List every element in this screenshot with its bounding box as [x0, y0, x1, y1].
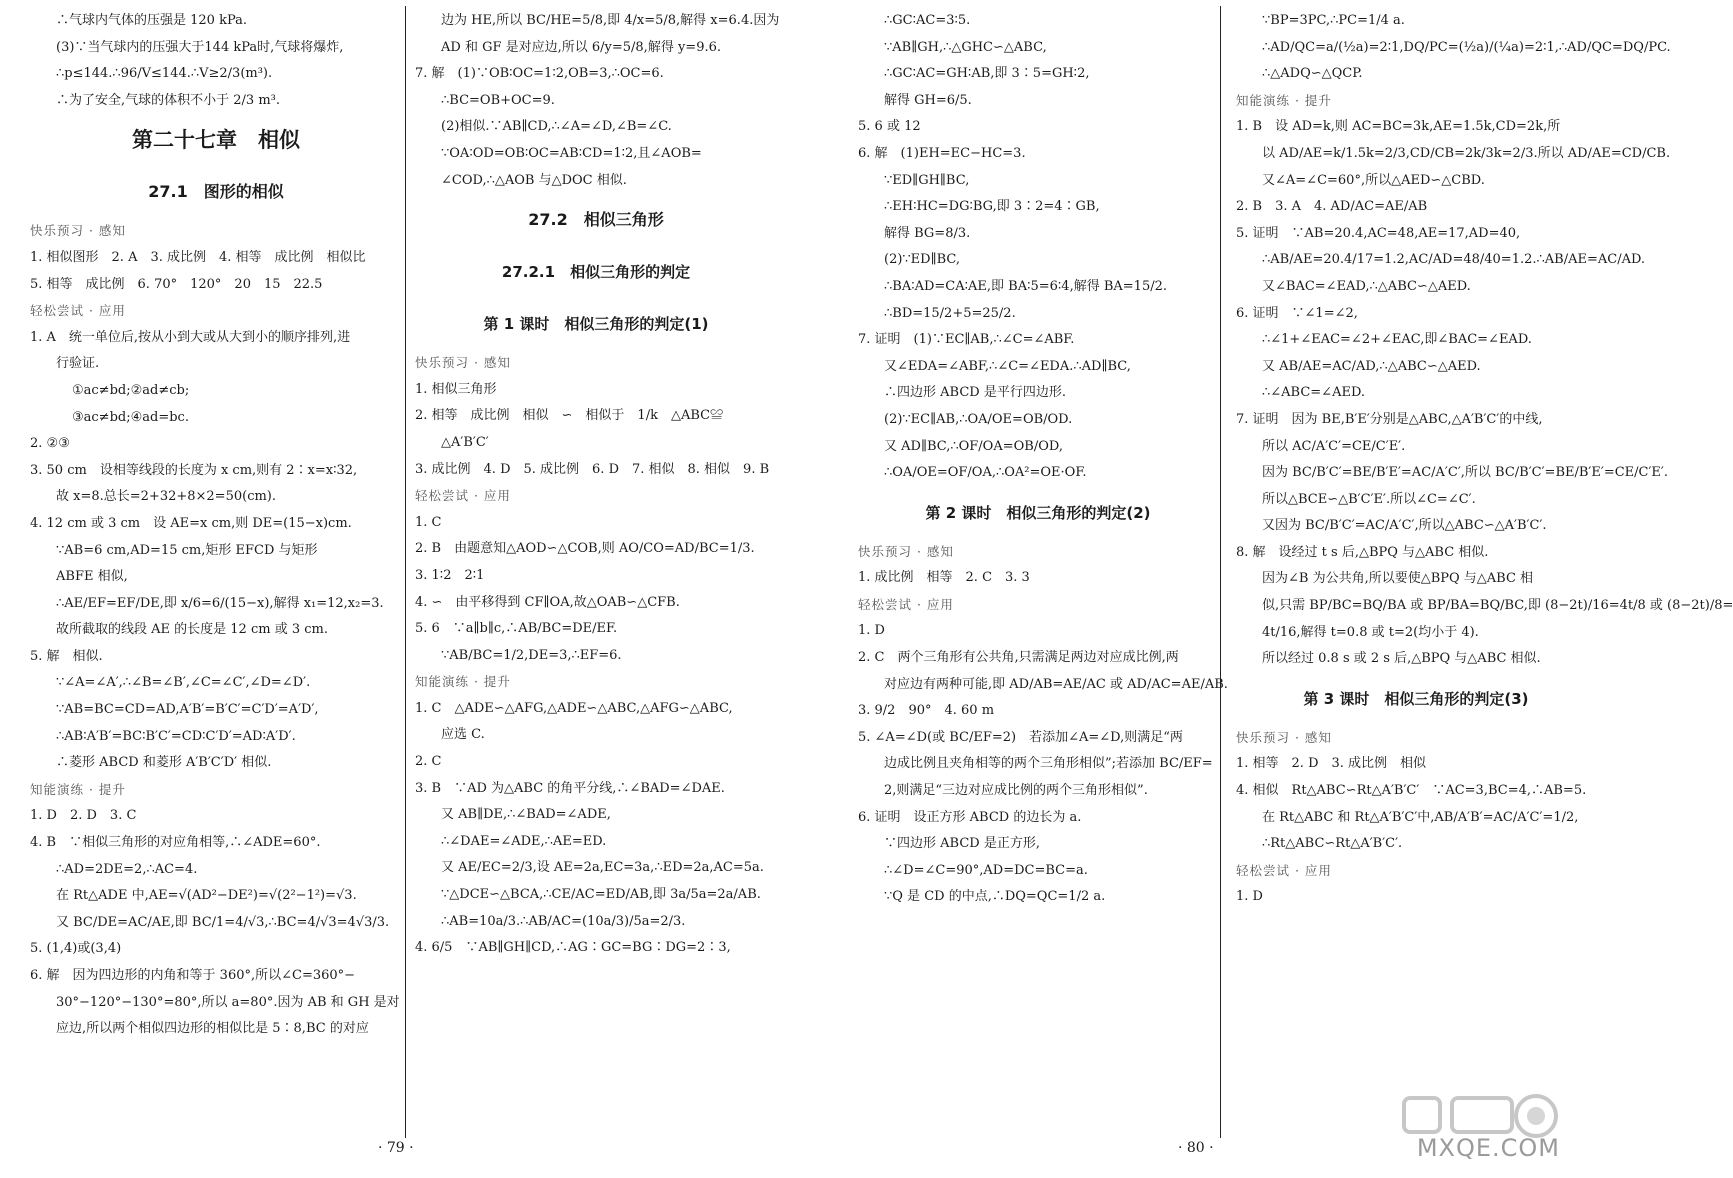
answer-line: 3. 成比例 4. D 5. 成比例 6. D 7. 相似 8. 相似 9. B	[415, 461, 770, 477]
answer-line: △A′B′C′	[441, 434, 489, 450]
answer-line: ∴AD/QC=a/(½a)=2∶1,DQ/PC=(½a)/(¼a)=2∶1,∴AD/QC=DQ/PC.	[1262, 39, 1671, 55]
answer-line: 4. ∽ 由平移得到 CF∥OA,故△OAB∽△CFB.	[415, 594, 680, 610]
answer-line: 因为∠B 为公共角,所以要使△BPQ 与△ABC 相	[1262, 571, 1534, 587]
answer-line: 1. A 统一单位后,按从小到大或从大到小的顺序排列,进	[30, 329, 351, 345]
answer-line: 5. 解 相似.	[30, 648, 103, 664]
answer-line: 1. D	[1236, 889, 1263, 905]
answer-line: 2. C	[415, 754, 442, 770]
answer-line: ∴∠D=∠C=90°,AD=DC=BC=a.	[884, 862, 1088, 878]
subsection-label: 知能演练 · 提升	[30, 781, 126, 797]
answer-line: ①ac≠bd;②ad≠cb;	[72, 382, 190, 398]
answer-line: 6. 解 (1)EH=EC−HC=3.	[858, 145, 1026, 161]
answer-line: 3. 1∶2 2∶1	[415, 567, 485, 583]
answer-line: ∴AD=2DE=2,∴AC=4.	[56, 861, 198, 877]
answer-line: 1. B 设 AD=k,则 AC=BC=3k,AE=1.5k,CD=2k,所	[1236, 119, 1561, 135]
answer-line: 在 Rt△ADE 中,AE=√(AD²−DE²)=√(2²−1²)=√3.	[56, 888, 357, 904]
answer-line: ∴AB/AE=20.4/17=1.2,AC/AD=48/40=1.2.∴AB/AE=AC/AD.	[1262, 252, 1646, 268]
answer-line: 又 AB/AE=AC/AD,∴△ABC∽△AED.	[1262, 358, 1481, 374]
answer-line: ∵△DCE∽△BCA,∴CE/AC=ED/AB,即 3a/5a=2a/AB.	[441, 887, 761, 903]
answer-line: 1. D	[858, 623, 885, 639]
answer-line: ∵∠A=∠A′,∴∠B=∠B′,∠C=∠C′,∠D=∠D′.	[56, 675, 311, 691]
subsection-label: 快乐预习 · 感知	[1236, 729, 1332, 745]
answer-line: 又 AE/EC=2/3,设 AE=2a,EC=3a,∴ED=2a,AC=5a.	[441, 860, 764, 876]
answer-line: ∴AE/EF=EF/DE,即 x/6=6/(15−x),解得 x₁=12,x₂=3.	[56, 595, 384, 611]
answer-line: 4. 6/5 ∵AB∥GH∥CD,∴AG∶GC=BG∶DG=2∶3,	[415, 940, 731, 956]
left-page	[0, 0, 800, 1178]
column-divider	[405, 6, 406, 1138]
answer-line: 1. C	[415, 514, 442, 530]
answer-line: 在 Rt△ABC 和 Rt△A′B′C′中,AB/A′B′=AC/A′C′=1/2,	[1262, 809, 1579, 825]
answer-line: 6. 证明 ∵∠1=∠2,	[1236, 305, 1358, 321]
answer-line: 4. B ∵相似三角形的对应角相等,∴∠ADE=60°.	[30, 835, 321, 851]
answer-line: 3. 50 cm 设相等线段的长度为 x cm,则有 2∶x=x∶32,	[30, 462, 358, 478]
answer-line: ∴∠ABC=∠AED.	[1262, 385, 1366, 401]
right-page-column-1	[858, 8, 1228, 911]
answer-line: 又 BC/DE=AC/AE,即 BC/1=4/√3,∴BC=4/√3=4√3/3.	[56, 914, 390, 930]
answer-line: ∴GC∶AC=GH∶AB,即 3∶5=GH∶2,	[884, 66, 1090, 82]
answer-line: ∵ED∥GH∥BC,	[884, 172, 970, 188]
answer-line: 1. 成比例 相等 2. C 3. 3	[858, 570, 1030, 586]
answer-line: 2. B 3. A 4. AD/AC=AE/AB	[1236, 199, 1428, 215]
left-page-column-2	[415, 8, 780, 962]
answer-line: 又∠BAC=∠EAD,∴△ABC∽△AED.	[1262, 278, 1471, 294]
answer-line: ∵AB=BC=CD=AD,A′B′=B′C′=C′D′=A′D′,	[56, 702, 319, 718]
answer-line: 似,只需 BP/BC=BQ/BA 或 BP/BA=BQ/BC,即 (8−2t)/16=4t/8 或 (8−2t)/8=	[1262, 598, 1733, 614]
watermark-text: MXQE.COM	[1416, 1134, 1560, 1162]
answer-line: 4. 12 cm 或 3 cm 设 AE=x cm,则 DE=(15−x)cm.	[30, 515, 352, 531]
answer-line: ∴∠1+∠EAC=∠2+∠EAC,即∠BAC=∠EAD.	[1262, 332, 1532, 348]
answer-line: ∴四边形 ABCD 是平行四边形.	[884, 385, 1066, 401]
answer-line: ∴气球内气体的压强是 120 kPa.	[56, 13, 248, 28]
subsection-label: 快乐预习 · 感知	[30, 223, 126, 239]
section-heading: 27.1 图形的相似	[148, 182, 284, 202]
subsection-label: 快乐预习 · 感知	[415, 355, 511, 371]
answer-line: 因为 BC/B′C′=BE/B′E′=AC/A′C′,所以 BC/B′C′=BE/B′E′=CE/C′E′.	[1262, 465, 1668, 481]
answer-line: 又 AD∥BC,∴OF/OA=OB/OD,	[884, 438, 1063, 454]
answer-line: 所以经过 0.8 s 或 2 s 后,△BPQ 与△ABC 相似.	[1262, 651, 1541, 667]
answer-line: 解得 GH=6/5.	[884, 92, 972, 108]
answer-line: 1. 相似图形 2. A 3. 成比例 4. 相等 成比例 相似比	[30, 249, 366, 265]
section-heading: 第 1 课时 相似三角形的判定(1)	[483, 315, 709, 334]
answer-line: ∵AB/BC=1/2,DE=3,∴EF=6.	[441, 647, 622, 663]
section-heading: 第二十七章 相似	[132, 128, 300, 153]
answer-line: 2. ②③	[30, 436, 70, 452]
answer-line: 1. 相等 2. D 3. 成比例 相似	[1236, 756, 1427, 772]
answer-line: 7. 证明 (1)∵EC∥AB,∴∠C=∠ABF.	[858, 332, 1075, 348]
answer-line: 1. C △ADE∽△AFG,△ADE∽△ABC,△AFG∽△ABC,	[415, 700, 733, 716]
answer-line: ∴GC∶AC=3∶5.	[884, 13, 971, 28]
subsection-label: 轻松尝试 · 应用	[415, 488, 511, 504]
answer-line: ABFE 相似,	[56, 569, 128, 585]
answer-line: 5. 6 或 12	[858, 119, 921, 135]
answer-line: ∠COD,∴△AOB 与△DOC 相似.	[441, 172, 627, 188]
answer-line: ∴Rt△ABC∽Rt△A′B′C′.	[1262, 836, 1403, 852]
section-heading: 27.2 相似三角形	[528, 210, 664, 230]
page-number-left: · 79 ·	[378, 1140, 414, 1156]
answer-line: 又∠A=∠C=60°,所以△AED∽△CBD.	[1262, 172, 1485, 188]
answer-line: ∴BA∶AD=CA∶AE,即 BA∶5=6∶4,解得 BA=15/2.	[884, 278, 1167, 294]
answer-line: 4. 相似 Rt△ABC∽Rt△A′B′C′ ∵AC=3,BC=4,∴AB=5.	[1236, 783, 1587, 799]
section-heading: 第 3 课时 相似三角形的判定(3)	[1303, 689, 1529, 708]
answer-line: 所以 AC/A′C′=CE/C′E′.	[1262, 438, 1406, 454]
column-divider	[1220, 6, 1221, 1138]
answer-line: 2. 相等 成比例 相似 ∽ 相似于 1/k △ABC≌	[415, 408, 724, 424]
answer-line: 边成比例且夹角相等的两个三角形相似”;若添加 BC/EF=	[884, 756, 1213, 772]
section-heading: 第 2 课时 相似三角形的判定(2)	[925, 503, 1151, 522]
answer-line: 以 AD/AE=k/1.5k=2/3,CD/CB=2k/3k=2/3.所以 AD/AE=CD/CB.	[1262, 145, 1671, 161]
answer-line: 所以△BCE∽△B′C′E′.所以∠C=∠C′.	[1262, 491, 1476, 507]
answer-line: ∴p≤144.∴96/V≤144.∴V≥2/3(m³).	[56, 66, 273, 82]
answer-line: 7. 解 (1)∵OB∶OC=1∶2,OB=3,∴OC=6.	[415, 66, 664, 82]
subsection-label: 知能演练 · 提升	[1236, 92, 1332, 108]
answer-line: 3. B ∵AD 为△ABC 的角平分线,∴∠BAD=∠DAE.	[415, 780, 725, 796]
answer-line: 3. 9/2 90° 4. 60 m	[858, 703, 995, 719]
answer-line: 故 x=8.总长=2+32+8×2=50(cm).	[56, 489, 277, 505]
answer-line: 解得 BG=8/3.	[884, 225, 971, 241]
section-heading: 27.2.1 相似三角形的判定	[501, 263, 691, 282]
answer-line: ∴△ADQ∽△QCP.	[1262, 66, 1363, 82]
answer-line: 边为 HE,所以 BC/HE=5/8,即 4/x=5/8,解得 x=6.4.因为	[441, 13, 780, 28]
answer-line: (2)相似.∵AB∥CD,∴∠A=∠D,∠B=∠C.	[441, 119, 672, 135]
subsection-label: 知能演练 · 提升	[415, 674, 511, 690]
answer-line: 7. 证明 因为 BE,B′E′分别是△ABC,△A′B′C′的中线,	[1236, 411, 1543, 427]
answer-line: AD 和 GF 是对应边,所以 6/y=5/8,解得 y=9.6.	[441, 39, 721, 55]
answer-line: 6. 解 因为四边形的内角和等于 360°,所以∠C=360°−	[30, 968, 356, 983]
answer-line: 1. D 2. D 3. C	[30, 808, 137, 824]
answer-line: 2. C 两个三角形有公共角,只需满足两边对应成比例,两	[858, 650, 1179, 666]
answer-line: ∵BP=3PC,∴PC=1/4 a.	[1262, 13, 1405, 28]
page-number-right: · 80 ·	[1178, 1140, 1214, 1156]
left-page-column-1	[30, 8, 402, 1043]
answer-line: 5. ∠A=∠D(或 BC/EF=2) 若添加∠A=∠D,则满足“两	[858, 729, 1183, 745]
answer-line: 又∠EDA=∠ABF,∴∠C=∠EDA.∴AD∥BC,	[884, 358, 1131, 374]
answer-line: 5. (1,4)或(3,4)	[30, 941, 122, 957]
answer-line: 对应边有两种可能,即 AD/AB=AE/AC 或 AD/AC=AE/AB.	[884, 676, 1228, 692]
answer-line: 5. 证明 ∵AB=20.4,AC=48,AE=17,AD=40,	[1236, 225, 1521, 241]
answer-line: ③ac≠bd;④ad=bc.	[72, 409, 189, 425]
answer-line: ∵Q 是 CD 的中点,∴DQ=QC=1/2 a.	[884, 889, 1106, 905]
answer-line: ∵AB∥GH,∴△GHC∽△ABC,	[884, 39, 1047, 55]
answer-line: (2)∵ED∥BC,	[884, 252, 961, 268]
answer-line: 30°−120°−130°=80°,所以 a=80°.因为 AB 和 GH 是对	[56, 994, 400, 1010]
answer-line: (2)∵EC∥AB,∴OA/OE=OB/OD.	[884, 411, 1073, 427]
answer-line: 又 AB∥DE,∴∠BAD=∠ADE,	[441, 807, 611, 823]
answer-line: ∵四边形 ABCD 是正方形,	[884, 836, 1040, 852]
answer-line: 应边,所以两个相似四边形的相似比是 5∶8,BC 的对应	[56, 1021, 369, 1037]
answer-line: ∴AB=10a/3.∴AB/AC=(10a/3)/5a=2/3.	[441, 913, 686, 929]
answer-line: ∴EH∶HC=DG∶BG,即 3∶2=4∶GB,	[884, 199, 1100, 215]
answer-line: (3)∵当气球内的压强大于144 kPa时,气球将爆炸,	[56, 39, 344, 55]
subsection-label: 轻松尝试 · 应用	[1236, 862, 1332, 878]
answer-line: 4t/16,解得 t=0.8 或 t=2(均小于 4).	[1262, 624, 1479, 640]
right-page-column-2	[1236, 8, 1733, 911]
answer-line: ∴AB∶A′B′=BC∶B′C′=CD∶C′D′=AD∶A′D′.	[56, 728, 296, 744]
answer-line: ∴为了安全,气球的体积不小于 2/3 m³.	[56, 92, 280, 108]
answer-line: 2,则满足“三边对应成比例的两个三角形相似”.	[884, 783, 1148, 799]
answer-line: ∵OA∶OD=OB∶OC=AB∶CD=1∶2,且∠AOB=	[441, 145, 702, 161]
answer-line: ∴BD=15/2+5=25/2.	[884, 305, 1016, 321]
answer-line: ∴菱形 ABCD 和菱形 A′B′C′D′ 相似.	[56, 755, 272, 771]
answer-line: 2. B 由题意知△AOD∽△COB,则 AO/CO=AD/BC=1/3.	[415, 541, 755, 557]
answer-line: 5. 相等 成比例 6. 70° 120° 20 15 22.5	[30, 276, 323, 292]
answer-line: ∴OA/OE=OF/OA,∴OA²=OE·OF.	[884, 465, 1087, 481]
answer-line: 6. 证明 设正方形 ABCD 的边长为 a.	[858, 809, 1082, 825]
answer-line: 1. 相似三角形	[415, 381, 497, 397]
answer-line: 5. 6 ∵a∥b∥c,∴AB/BC=DE/EF.	[415, 621, 618, 637]
answer-line: 又因为 BC/B′C′=AC/A′C′,所以△ABC∽△A′B′C′.	[1262, 518, 1547, 534]
subsection-label: 轻松尝试 · 应用	[30, 303, 126, 319]
answer-line: 故所截取的线段 AE 的长度是 12 cm 或 3 cm.	[56, 622, 328, 638]
subsection-label: 快乐预习 · 感知	[858, 543, 954, 559]
answer-line: ∴BC=OB+OC=9.	[441, 92, 555, 108]
answer-line: 应选 C.	[441, 727, 485, 743]
answer-line: ∴∠DAE=∠ADE,∴AE=ED.	[441, 833, 607, 849]
answer-line: 8. 解 设经过 t s 后,△BPQ 与△ABC 相似.	[1236, 544, 1489, 560]
answer-line: 行验证.	[56, 356, 100, 372]
subsection-label: 轻松尝试 · 应用	[858, 596, 954, 612]
answer-line: ∵AB=6 cm,AD=15 cm,矩形 EFCD 与矩形	[56, 542, 318, 558]
